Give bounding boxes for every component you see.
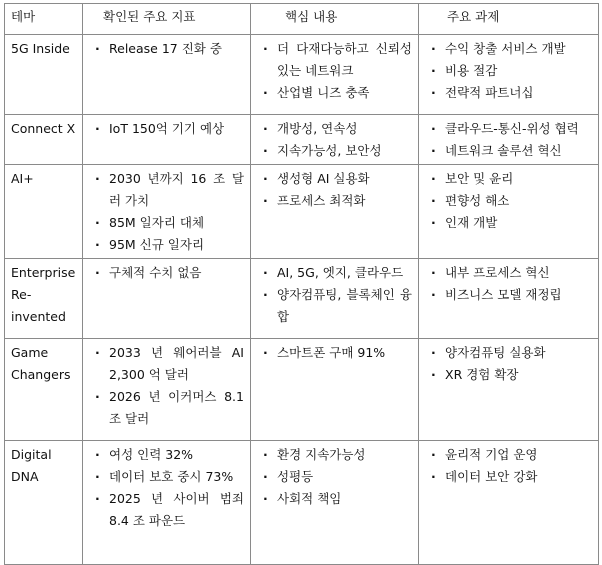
list-item: · 95M 신규 일자리 <box>89 234 244 256</box>
list-item: · 여성 인력 32% <box>89 444 244 466</box>
row-contents <box>251 35 419 115</box>
list-item: · 스마트폰 구매 91% <box>257 342 412 364</box>
list-item: · 2033 년 웨어러블 AI 2,300 억 달러 <box>89 342 244 386</box>
list-item: · 사회적 책임 <box>257 488 412 510</box>
row-tasks <box>419 259 599 339</box>
row-indicators <box>83 259 251 339</box>
list-item: · XR 경험 확장 <box>425 364 592 386</box>
row-indicators <box>83 115 251 165</box>
list-item: · 보안 및 윤리 <box>425 168 592 190</box>
list-item: · 양자컴퓨팅, 블록체인 융합 <box>257 284 412 328</box>
list-item: · 데이터 보호 중시 73% <box>89 466 244 488</box>
list-item: · 더 다재다능하고 신뢰성 있는 네트워크 <box>257 38 412 82</box>
list-item: · 양자컴퓨팅 실용화 <box>425 342 592 364</box>
row-tasks <box>419 339 599 441</box>
list-item: · 지속가능성, 보안성 <box>257 140 412 162</box>
list-item: · 2026 년 이커머스 8.1 조 달러 <box>89 386 244 430</box>
themes-table <box>4 3 599 565</box>
list-item: · 생성형 AI 실용화 <box>257 168 412 190</box>
list-item: · AI, 5G, 엣지, 클라우드 <box>257 262 412 284</box>
list-item: · 데이터 보안 강화 <box>425 466 592 488</box>
list-item: · 프로세스 최적화 <box>257 190 412 212</box>
row-indicators <box>83 35 251 115</box>
list-item: · 인재 개발 <box>425 212 592 234</box>
row-theme: AI+ <box>5 165 83 259</box>
row-theme: Enterprise Re-invented <box>5 259 83 339</box>
header-indicators: 확인된 주요 지표 <box>83 4 251 35</box>
header-contents: 핵심 내용 <box>251 4 419 35</box>
row-theme: Game Changers <box>5 339 83 441</box>
list-item: · 내부 프로세스 혁신 <box>425 262 592 284</box>
table-row <box>5 339 599 441</box>
list-item: · 클라우드-통신-위성 협력 <box>425 118 592 140</box>
table-row <box>5 165 599 259</box>
row-theme: 5G Inside <box>5 35 83 115</box>
table-row <box>5 441 599 565</box>
row-contents <box>251 441 419 565</box>
header-row <box>5 4 599 35</box>
list-item: · 2025 년 사이버 범죄 8.4 조 파운드 <box>89 488 244 532</box>
list-item: · 수익 창출 서비스 개발 <box>425 38 592 60</box>
row-tasks <box>419 35 599 115</box>
list-item: · 구체적 수치 없음 <box>89 262 244 284</box>
list-item: · 산업별 니즈 충족 <box>257 82 412 104</box>
row-indicators <box>83 441 251 565</box>
row-theme: Digital DNA <box>5 441 83 565</box>
table-row <box>5 259 599 339</box>
list-item: · 비즈니스 모델 재정립 <box>425 284 592 306</box>
row-contents <box>251 339 419 441</box>
list-item: · 85M 일자리 대체 <box>89 212 244 234</box>
list-item: · IoT 150억 기기 예상 <box>89 118 244 140</box>
table-row <box>5 35 599 115</box>
list-item: · 전략적 파트너십 <box>425 82 592 104</box>
header-theme: 테마 <box>5 4 83 35</box>
row-indicators <box>83 339 251 441</box>
list-item: · 윤리적 기업 운영 <box>425 444 592 466</box>
list-item: · 환경 지속가능성 <box>257 444 412 466</box>
row-tasks <box>419 441 599 565</box>
row-theme: Connect X <box>5 115 83 165</box>
row-contents <box>251 259 419 339</box>
row-indicators <box>83 165 251 259</box>
header-tasks: 주요 과제 <box>419 4 599 35</box>
row-contents <box>251 115 419 165</box>
list-item: · 네트워크 솔루션 혁신 <box>425 140 592 162</box>
row-tasks <box>419 115 599 165</box>
table-row <box>5 115 599 165</box>
row-contents <box>251 165 419 259</box>
list-item: · Release 17 진화 중 <box>89 38 244 60</box>
list-item: · 2030 년까지 16 조 달러 가치 <box>89 168 244 212</box>
list-item: · 비용 절감 <box>425 60 592 82</box>
list-item: · 편향성 해소 <box>425 190 592 212</box>
list-item: · 개방성, 연속성 <box>257 118 412 140</box>
row-tasks <box>419 165 599 259</box>
list-item: · 성평등 <box>257 466 412 488</box>
